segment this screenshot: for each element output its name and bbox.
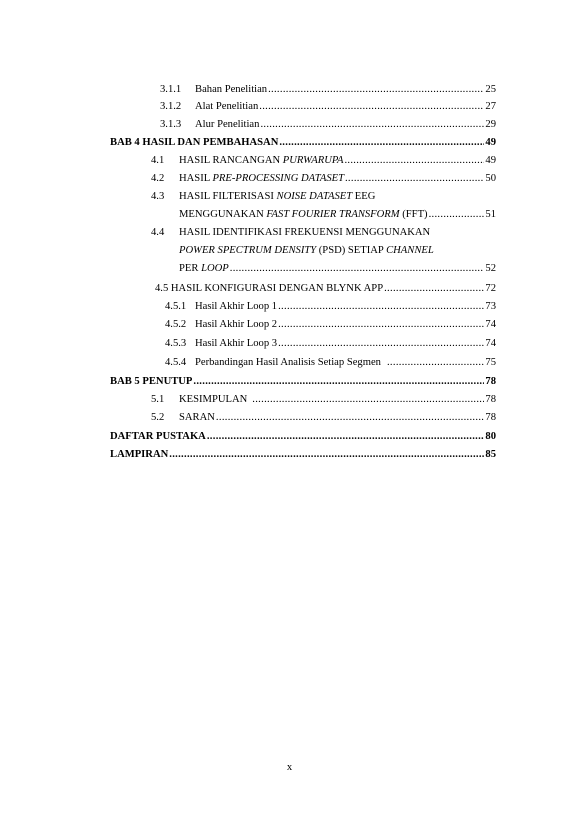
toc-entry-page: 78 — [485, 394, 496, 405]
toc-leader-dots — [278, 318, 484, 331]
toc-entry-title-continued: POWER SPECTRUM DENSITY (PSD) SETIAP CHANNEL — [179, 245, 434, 256]
toc-entry-number: 4.5.2 — [165, 319, 187, 330]
toc-leader-dots — [345, 172, 484, 185]
toc-leader-dots — [278, 337, 484, 350]
toc-entry-number: 4.1 — [151, 155, 165, 166]
toc-entry-page: 80 — [485, 431, 496, 442]
toc-entry-title-continued: MENGGUNAKAN FAST FOURIER TRANSFORM (FFT) — [179, 209, 428, 220]
toc-leader-dots — [216, 411, 484, 424]
toc-entry-title-continued: PER LOOP — [179, 263, 229, 274]
toc-entry-page: 50 — [485, 173, 496, 184]
toc-entry-3-1-1[interactable] — [160, 83, 496, 96]
toc-chapter-title: BAB 4 HASIL DAN PEMBAHASAN — [110, 137, 279, 148]
toc-entry-number: 3.1.2 — [160, 101, 182, 112]
toc-entry-page: 75 — [485, 357, 496, 368]
toc-entry-page: 49 — [485, 137, 496, 148]
toc-chapter-title: DAFTAR PUSTAKA — [110, 431, 206, 442]
toc-entry-title: Hasil Akhir Loop 3 — [195, 338, 278, 349]
toc-entry-page: 74 — [485, 319, 496, 330]
page-number-footer: x — [286, 762, 293, 773]
toc-chapter-title: LAMPIRAN — [110, 449, 169, 460]
toc-entry-title: KESIMPULAN — [179, 394, 248, 405]
toc-entry-title: HASIL FILTERISASI NOISE DATASET EEG — [179, 191, 376, 202]
toc-leader-dots — [193, 375, 484, 388]
toc-entry-4-5-3[interactable] — [165, 337, 496, 350]
toc-entry-5-2[interactable] — [151, 411, 496, 424]
toc-entry-number: 3.1.1 — [160, 84, 182, 95]
toc-entry-4-5-4[interactable] — [165, 356, 496, 369]
toc-entry-bab-4[interactable] — [110, 136, 496, 149]
toc-entry-page: 52 — [485, 263, 496, 274]
toc-entry-title: HASIL IDENTIFIKASI FREKUENSI MENGGUNAKAN — [179, 227, 431, 238]
toc-entry-4-2[interactable] — [151, 172, 496, 185]
toc-leader-dots — [344, 154, 484, 167]
toc-leader-dots — [260, 118, 484, 131]
toc-entry-page: 78 — [485, 376, 496, 387]
toc-entry-bab-5[interactable] — [110, 375, 496, 388]
toc-entry-title: HASIL PRE-PROCESSING DATASET — [179, 173, 344, 184]
toc-leader-dots — [278, 300, 484, 313]
toc-entry-4-4-continued-2[interactable] — [179, 262, 496, 275]
toc-entry-number: 4.5.3 — [165, 338, 187, 349]
toc-entry-number: 5.2 — [151, 412, 165, 423]
toc-leader-dots — [387, 356, 484, 369]
toc-entry-title: Bahan Penelitian — [195, 84, 268, 95]
toc-entry-4-4-continued[interactable] — [179, 244, 496, 257]
toc-entry-title: HASIL RANCANGAN PURWARUPA — [179, 155, 344, 166]
toc-entry-4-5-2[interactable] — [165, 318, 496, 331]
toc-entry-page: 73 — [485, 301, 496, 312]
toc-entry-number: 5.1 — [151, 394, 165, 405]
toc-entry-4-1[interactable] — [151, 154, 496, 167]
toc-entry-daftar-pustaka[interactable] — [110, 430, 496, 443]
toc-entry-page: 72 — [485, 283, 496, 294]
toc-entry-title: Hasil Akhir Loop 2 — [195, 319, 278, 330]
toc-entry-4-5[interactable] — [155, 282, 496, 295]
toc-entry-title: SARAN — [179, 412, 215, 423]
toc-entry-number: 4.5.4 — [165, 357, 187, 368]
toc-entry-4-3-continued[interactable] — [179, 208, 496, 221]
toc-entry-3-1-3[interactable] — [160, 118, 496, 131]
toc-entry-number: 4.4 — [151, 227, 165, 238]
toc-entry-page: 74 — [485, 338, 496, 349]
toc-entry-number: 4.5.1 — [165, 301, 187, 312]
toc-chapter-title: BAB 5 PENUTUP — [110, 376, 193, 387]
toc-leader-dots — [259, 100, 484, 113]
toc-entry-4-4[interactable] — [151, 226, 496, 239]
toc-entry-3-1-2[interactable] — [160, 100, 496, 113]
toc-entry-lampiran[interactable] — [110, 448, 496, 461]
toc-entry-4-5-1[interactable] — [165, 300, 496, 313]
toc-entry-page: 78 — [485, 412, 496, 423]
toc-entry-page: 85 — [485, 449, 496, 460]
toc-leader-dots — [429, 208, 485, 221]
toc-leader-dots — [252, 393, 484, 406]
toc-leader-dots — [230, 262, 485, 275]
toc-entry-number: 3.1.3 — [160, 119, 182, 130]
toc-entry-4-3[interactable] — [151, 190, 496, 203]
toc-leader-dots — [169, 448, 484, 461]
toc-entry-number: 4.3 — [151, 191, 165, 202]
toc-entry-page: 29 — [485, 119, 496, 130]
toc-entry-5-1[interactable] — [151, 393, 496, 406]
toc-entry-page: 25 — [485, 84, 496, 95]
toc-entry-title: 4.5 HASIL KONFIGURASI DENGAN BLYNK APP — [155, 283, 384, 294]
toc-leader-dots — [268, 83, 484, 96]
toc-entry-page: 49 — [485, 155, 496, 166]
toc-entry-title: Perbandingan Hasil Analisis Setiap Segmen — [195, 357, 381, 368]
toc-entry-title: Hasil Akhir Loop 1 — [195, 301, 278, 312]
toc-entry-number: 4.2 — [151, 173, 165, 184]
toc-entry-title: Alat Penelitian — [195, 101, 259, 112]
toc-entry-page: 51 — [485, 209, 496, 220]
toc-entry-page: 27 — [485, 101, 496, 112]
toc-leader-dots — [207, 430, 485, 443]
toc-leader-dots — [384, 282, 484, 295]
toc-leader-dots — [279, 136, 484, 149]
toc-entry-title: Alur Penelitian — [195, 119, 260, 130]
